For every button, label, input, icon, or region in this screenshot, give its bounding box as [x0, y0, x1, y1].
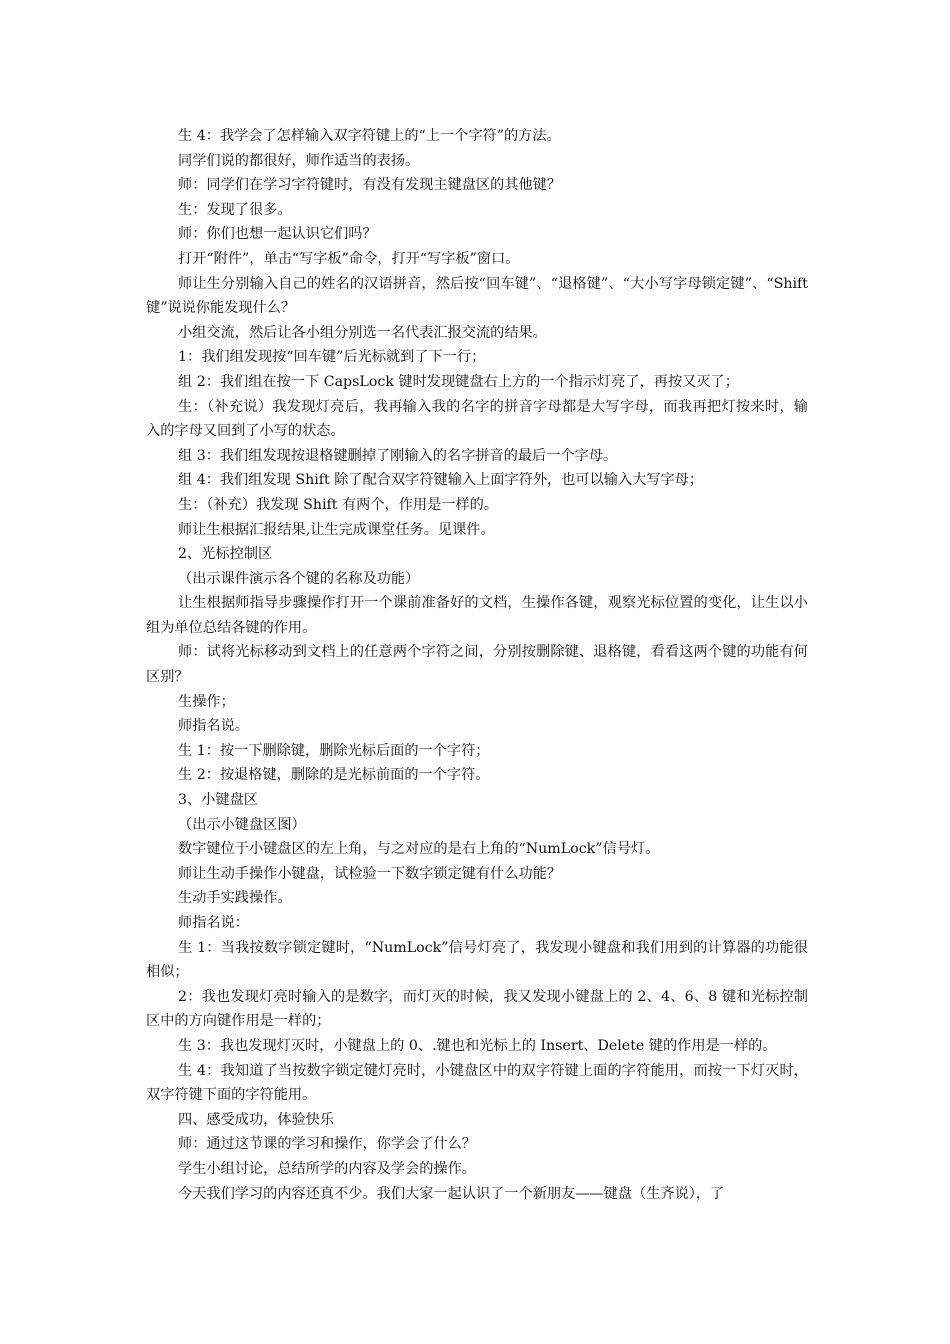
paragraph-14: 生：（补充）我发现 Shift 有两个，作用是一样的。: [178, 496, 499, 513]
paragraph-19: 师：试将光标移动到文档上的任意两个字符之间，分别按删除键、退格键，看看这两个键的功能有何区别？: [146, 644, 808, 686]
paragraph-11: 生：（补充说）我发现灯亮后，我再输入我的名字的拼音字母都是大写字母，而我再把灯按来时，输入的字母又回到了小写的状态。: [146, 398, 808, 440]
paragraph-20: 生操作；: [178, 693, 235, 710]
paragraph-32: 生 3：我也发现灯灭时，小键盘上的 0、.键也和光标上的 Insert、Delete 键的作用是一样的。: [178, 1037, 777, 1054]
paragraph-18: 让生根据师指导步骤操作打开一个课前准备好的文档，生操作各键，观察光标位置的变化，让生以小组为单位总结各键的作用。: [146, 595, 808, 636]
section-heading-numpad: 3、小键盘区: [178, 792, 258, 809]
paragraph-36: 学生小组讨论，总结所学的内容及学会的操作。: [178, 1160, 476, 1177]
paragraph-3: 师：同学们在学习字符键时，有没有发现主键盘区的其他键？: [178, 177, 562, 194]
paragraph-10: 组 2：我们组在按一下 CapsLock 键时发现键盘右上方的一个指示灯亮了，再按又灭了；: [178, 373, 739, 390]
document-body: [146, 124, 808, 1206]
section-heading-cursor-control: 2、光标控制区: [178, 546, 273, 563]
paragraph-26: 数字键位于小键盘区的左上角，与之对应的是右上角的“NumLock”信号灯。: [178, 841, 660, 858]
paragraph-12: 组 3：我们组发现按退格键删掉了刚输入的名字拼音的最后一个字母。: [178, 447, 618, 464]
paragraph-33: 生 4：我知道了当按数字锁定键灯亮时，小键盘区中的双字符键上面的字符能用，而按一下灯灭时，双字符键下面的字符能用。: [146, 1062, 808, 1104]
paragraph-21: 师指名说。: [178, 718, 249, 735]
paragraph-22: 生 1：按一下删除键，删除光标后面的一个字符；: [178, 742, 490, 759]
paragraph-37: 今天我们学习的内容还真不少。我们大家一起认识了一个新朋友——键盘（生齐说），了: [178, 1185, 725, 1202]
section-heading-success: 四、感受成功，体验快乐: [178, 1111, 335, 1128]
paragraph-8: 小组交流，然后让各小组分别选一名代表汇报交流的结果。: [178, 324, 547, 341]
paragraph-1: 生 4：我学会了怎样输入双字符键上的“上一个字符”的方法。: [178, 128, 561, 144]
paragraph-29: 师指名说：: [178, 915, 249, 931]
paragraph-5: 师：你们也想一起认识它们吗？: [178, 226, 377, 243]
paragraph-13: 组 4：我们组发现 Shift 除了配合双字符键输入上面字符外，也可以输入大写字母；: [178, 472, 704, 489]
paragraph-27: 师让生动手操作小键盘，试检验一下数字锁定键有什么功能？: [178, 865, 562, 882]
paragraph-15: 师让生根据汇报结果,让生完成课堂任务。见课件。: [178, 521, 495, 538]
paragraph-31: 2：我也发现灯亮时输入的是数字，而灯灭的时候，我又发现小键盘上的 2、4、6、8 键和光标控制区中的方向键作用是一样的；: [146, 988, 808, 1030]
paragraph-6: 打开“附件”，单击“写字板”命令，打开“写字板”窗口。: [178, 250, 520, 267]
paragraph-28: 生动手实践操作。: [178, 890, 292, 907]
paragraph-35: 师：通过这节课的学习和操作，你学会了什么？: [178, 1136, 476, 1153]
paragraph-25: （出示小键盘区图）: [178, 816, 306, 833]
paragraph-30: 生 1：当我按数字锁定键时，“NumLock”信号灯亮了，我发现小键盘和我们用到的计算器的功能很相似；: [146, 939, 808, 981]
paragraph-4: 生：发现了很多。: [178, 201, 292, 218]
paragraph-23: 生 2：按退格键，删除的是光标前面的一个字符。: [178, 767, 490, 784]
paragraph-17: （出示课件演示各个键的名称及功能）: [178, 570, 420, 587]
paragraph-2: 同学们说的都很好，师作适当的表扬。: [178, 152, 420, 169]
paragraph-7: 师让生分别输入自己的姓名的汉语拼音，然后按“回车键”、“退格键”、“大小写字母锁定键”、“Shift 键”说说你能发现什么？: [146, 275, 808, 317]
paragraph-9: 1：我们组发现按“回车键”后光标就到了下一行；: [178, 349, 486, 366]
